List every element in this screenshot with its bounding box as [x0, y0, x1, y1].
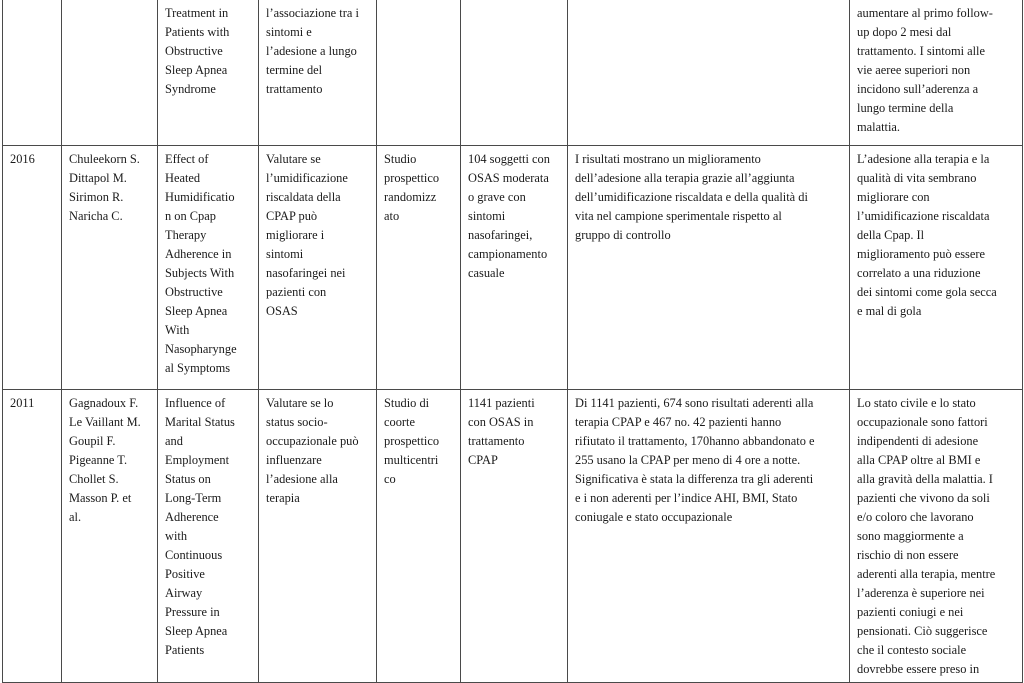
cell-line: Status on — [165, 472, 211, 486]
cell-line: Dittapol M. — [69, 171, 127, 185]
cell-line: Heated — [165, 171, 201, 185]
cell-line: Pressure in — [165, 605, 220, 619]
cell-line: Studio — [384, 152, 417, 166]
cell-line: 255 usano la CPAP per meno di 4 ore a notte. — [575, 453, 801, 467]
cell-line: Obstructive — [165, 285, 223, 299]
cell-line: riscaldata della — [266, 190, 341, 204]
cell-line: Patients — [165, 643, 205, 657]
cell-line: Employment — [165, 453, 230, 467]
cell-line: Significativa è stata la differenza tra gli aderenti — [575, 472, 814, 486]
cell-line: sintomi — [468, 209, 506, 223]
cell-line: with — [165, 529, 188, 543]
cell-line: che il contesto sociale — [857, 643, 967, 657]
cell-line: coniugale e stato occupazionale — [575, 510, 733, 524]
cell-line: Adherence in — [165, 247, 232, 261]
cell-line: terapia — [266, 491, 300, 505]
cell-line: dei sintomi come gola secca — [857, 285, 997, 299]
cell-line: l’umidificazione — [266, 171, 348, 185]
cell-line: gruppo di controllo — [575, 228, 671, 242]
cell-line: e i non aderenti per l’indice AHI, BMI, Stato — [575, 491, 798, 505]
cell-line: occupazionale sono fattori — [857, 415, 988, 429]
results-cell — [568, 0, 850, 146]
cell-line: Goupil F. — [69, 434, 116, 448]
cell-line: status socio- — [266, 415, 328, 429]
cell-line: multicentri — [384, 453, 439, 467]
design-cell — [377, 0, 461, 146]
cell-line: 2011 — [10, 396, 35, 410]
cell-line: sintomi — [266, 247, 304, 261]
conclusions-cell — [850, 390, 1023, 683]
cell-line: e mal di gola — [857, 304, 922, 318]
cell-line: Continuous — [165, 548, 223, 562]
authors-cell — [62, 390, 158, 683]
cell-line: CPAP può — [266, 209, 318, 223]
year-cell — [3, 146, 62, 390]
cell-line: Marital Status — [165, 415, 235, 429]
cell-line: pensionati. Ciò suggerisce — [857, 624, 988, 638]
cell-line: pazienti coniugi e nei — [857, 605, 964, 619]
cell-line: up dopo 2 mesi dal — [857, 25, 952, 39]
cell-line: campionamento — [468, 247, 548, 261]
conclusions-cell — [850, 0, 1023, 146]
cell-line: qualità di vita sembrano — [857, 171, 977, 185]
cell-line: casuale — [468, 266, 505, 280]
cell-line: Studio di — [384, 396, 430, 410]
authors-cell — [62, 0, 158, 146]
cell-line: prospettico — [384, 434, 440, 448]
literature-review-table — [2, 0, 1023, 683]
aim-cell — [259, 0, 377, 146]
cell-line: Valutare se — [266, 152, 321, 166]
cell-line: Patients with — [165, 25, 230, 39]
cell-line: Long-Term — [165, 491, 222, 505]
cell-line: aumentare al primo follow- — [857, 6, 993, 20]
cell-line: malattia. — [857, 120, 901, 134]
cell-line: Influence of — [165, 396, 226, 410]
title-cell — [158, 390, 259, 683]
results-cell — [568, 146, 850, 390]
cell-line: Adherence — [165, 510, 219, 524]
cell-line: and — [165, 434, 183, 448]
cell-line: n on Cpap — [165, 209, 216, 223]
aim-cell — [259, 390, 377, 683]
cell-line: e/o coloro che lavorano — [857, 510, 974, 524]
sample-cell — [461, 390, 568, 683]
cell-line: CPAP — [468, 453, 498, 467]
cell-line: pazienti che vivono da soli — [857, 491, 990, 505]
cell-line: al Symptoms — [165, 361, 231, 375]
cell-line: Gagnadoux F. — [69, 396, 139, 410]
cell-line: aderenti alla terapia, mentre — [857, 567, 996, 581]
cell-line: 2016 — [10, 152, 35, 166]
cell-line: Subjects With — [165, 266, 235, 280]
cell-line: trattamento — [468, 434, 525, 448]
cell-line: lungo termine della — [857, 101, 954, 115]
cell-line: terapia CPAP e 467 no. 42 pazienti hanno — [575, 415, 782, 429]
cell-line: vie aeree superiori non — [857, 63, 971, 77]
cell-line: Di 1141 pazienti, 674 sono risultati aderenti alla — [575, 396, 814, 410]
cell-line: trattamento — [266, 82, 323, 96]
year-cell — [3, 390, 62, 683]
cell-line: L’adesione alla terapia e la — [857, 152, 990, 166]
cell-line: della Cpap. Il — [857, 228, 925, 242]
cell-line: indipendenti di adesione — [857, 434, 979, 448]
cell-line: Nasopharynge — [165, 342, 237, 356]
cell-line: incidono sull’aderenza a — [857, 82, 979, 96]
cell-line: Sleep Apnea — [165, 624, 228, 638]
cell-line: nasofaringei, — [468, 228, 533, 242]
cell-line: l’umidificazione riscaldata — [857, 209, 990, 223]
cell-line: co — [384, 472, 396, 486]
title-cell — [158, 0, 259, 146]
cell-line: Lo stato civile e lo stato — [857, 396, 976, 410]
title-cell — [158, 146, 259, 390]
authors-cell — [62, 146, 158, 390]
cell-line: 1141 pazienti — [468, 396, 535, 410]
table-body — [3, 0, 1023, 683]
cell-line: correlato a una riduzione — [857, 266, 981, 280]
table-row — [3, 146, 1023, 390]
sample-cell — [461, 146, 568, 390]
cell-line: Masson P. et — [69, 491, 132, 505]
cell-line: randomizz — [384, 190, 437, 204]
cell-line: Naricha C. — [69, 209, 123, 223]
cell-line: vita nel campione sperimentale rispetto al — [575, 209, 782, 223]
cell-line: Chuleekorn S. — [69, 152, 140, 166]
cell-line: Valutare se lo — [266, 396, 334, 410]
cell-line: Sleep Apnea — [165, 63, 228, 77]
aim-cell — [259, 146, 377, 390]
cell-line: Airway — [165, 586, 203, 600]
cell-line: dell’umidificazione riscaldata e della qualità di — [575, 190, 808, 204]
cell-line: l’adesione a lungo — [266, 44, 357, 58]
cell-line: Sirimon R. — [69, 190, 124, 204]
cell-line: Pigeanne T. — [69, 453, 128, 467]
cell-line: pazienti con — [266, 285, 327, 299]
cell-line: trattamento. I sintomi alle — [857, 44, 986, 58]
cell-line: l’associazione tra i — [266, 6, 359, 20]
sample-cell — [461, 0, 568, 146]
cell-line: sintomi e — [266, 25, 312, 39]
cell-line: con OSAS in — [468, 415, 534, 429]
cell-line: Chollet S. — [69, 472, 119, 486]
cell-line: With — [165, 323, 190, 337]
cell-line: l’aderenza è superiore nei — [857, 586, 985, 600]
cell-line: Therapy — [165, 228, 207, 242]
cell-line: ato — [384, 209, 400, 223]
cell-line: prospettico — [384, 171, 440, 185]
cell-line: Humidificatio — [165, 190, 235, 204]
cell-line: l’adesione alla — [266, 472, 338, 486]
cell-line: sono maggiormente a — [857, 529, 964, 543]
cell-line: dovrebbe essere preso in — [857, 662, 980, 676]
cell-line: Syndrome — [165, 82, 216, 96]
cell-line: migliorare con — [857, 190, 930, 204]
table-row — [3, 390, 1023, 683]
cell-line: Obstructive — [165, 44, 223, 58]
cell-line: OSAS moderata — [468, 171, 549, 185]
cell-line: rifiutato il trattamento, 170hanno abbandonato e — [575, 434, 815, 448]
conclusions-cell — [850, 146, 1023, 390]
cell-line: rischio di non essere — [857, 548, 959, 562]
cell-line: termine del — [266, 63, 323, 77]
design-cell — [377, 390, 461, 683]
year-cell — [3, 0, 62, 146]
cell-line: Positive — [165, 567, 205, 581]
cell-line: Le Vaillant M. — [69, 415, 141, 429]
cell-line: miglioramento può essere — [857, 247, 986, 261]
cell-line: migliorare i — [266, 228, 325, 242]
design-cell — [377, 146, 461, 390]
cell-line: al. — [69, 510, 82, 524]
cell-line: influenzare — [266, 453, 322, 467]
cell-line: dell’adesione alla terapia grazie all’aggiunta — [575, 171, 795, 185]
cell-line: occupazionale può — [266, 434, 359, 448]
cell-line: coorte — [384, 415, 415, 429]
cell-line: OSAS — [266, 304, 298, 318]
cell-line: I risultati mostrano un miglioramento — [575, 152, 761, 166]
cell-line: 104 soggetti con — [468, 152, 550, 166]
cell-line: alla CPAP oltre al BMI e — [857, 453, 981, 467]
cell-line: Effect of — [165, 152, 209, 166]
cell-line: Sleep Apnea — [165, 304, 228, 318]
table-row — [3, 0, 1023, 146]
cell-line: alla gravità della malattia. I — [857, 472, 993, 486]
cell-line: nasofaringei nei — [266, 266, 346, 280]
cell-line: Treatment in — [165, 6, 229, 20]
results-cell — [568, 390, 850, 683]
cell-line: o grave con — [468, 190, 526, 204]
